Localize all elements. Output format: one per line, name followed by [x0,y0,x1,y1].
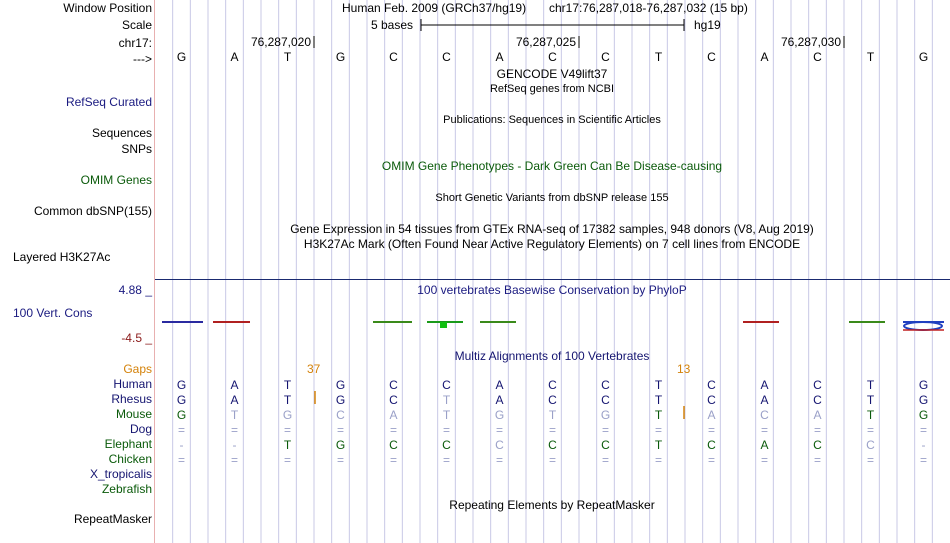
gap-count-right: 13 [677,362,691,376]
species-zebrafish-label[interactable]: Zebrafish [101,482,152,496]
sequence-base: T [283,50,292,64]
sequence-base: T [866,50,875,64]
coordinate-label: 76,287,030 [780,35,841,49]
dbsnp-track-label[interactable]: Common dbSNP(155) [33,204,152,218]
alignment-base-dog: = [866,423,875,437]
alignment-base-elephant: C [707,438,716,452]
sequence-base: T [654,50,663,64]
coordinate-label: 76,287,025 [515,35,576,49]
alignment-base-rhesus: A [230,393,239,407]
species-mouse-label[interactable]: Mouse [115,407,152,421]
scale-bar-text: 5 bases [371,18,414,32]
sequence-base: C [548,50,557,64]
chrom-label[interactable]: chr17: [118,36,152,50]
species-human-label[interactable]: Human [113,377,152,391]
alignment-base-elephant: C [813,438,822,452]
h3k27ac-track-desc: H3K27Ac Mark (Often Found Near Active Regulatory Elements) on 7 cell lines from ENCODE [303,237,801,251]
alignment-base-elephant: T [654,438,663,452]
species-rhesus-label[interactable]: Rhesus [111,392,152,406]
alignment-base-mouse: G [282,408,293,422]
alignment-base-dog: = [389,423,398,437]
alignment-base-rhesus: C [548,393,557,407]
omim-track-desc: OMIM Gene Phenotypes - Dark Green Can Be Disease-causing [381,159,723,173]
alignment-base-chicken: = [654,453,663,467]
alignment-base-elephant: C [548,438,557,452]
alignment-base-rhesus: T [283,393,292,407]
alignment-base-rhesus: G [176,393,187,407]
alignment-base-mouse: G [176,408,187,422]
alignment-base-elephant: - [921,438,926,452]
alignment-base-elephant: C [601,438,610,452]
window-position-label[interactable]: Window Position [63,1,152,15]
alignment-base-dog: = [654,423,663,437]
alignment-base-mouse: C [760,408,769,422]
gap-count-left: 37 [307,362,321,376]
alignment-base-rhesus: C [601,393,610,407]
alignment-base-chicken: = [177,453,186,467]
alignment-base-elephant: - [232,438,237,452]
alignment-base-mouse: T [442,408,451,422]
cons-min-label: -4.5 _ [121,331,152,345]
alignment-base-human: T [283,378,292,392]
alignment-base-elephant: C [866,438,875,452]
alignment-base-chicken: = [336,453,345,467]
publications-track-desc: Publications: Sequences in Scientific Articles [443,114,661,126]
alignment-base-dog: = [813,423,822,437]
snps-track-label[interactable]: SNPs [121,142,152,156]
alignment-base-chicken: = [230,453,239,467]
alignment-base-rhesus: C [707,393,716,407]
alignment-base-chicken: = [495,453,504,467]
alignment-base-human: T [654,378,663,392]
alignment-base-rhesus: C [389,393,398,407]
alignment-base-dog: = [283,423,292,437]
alignment-base-mouse: A [389,408,398,422]
sequence-base: A [495,50,504,64]
alignment-base-rhesus: A [495,393,504,407]
repeatmasker-track-desc: Repeating Elements by RepeatMasker [449,498,655,512]
alignment-base-chicken: = [760,453,769,467]
alignment-base-mouse: T [548,408,557,422]
alignment-base-dog: = [548,423,557,437]
alignment-base-dog: = [919,423,928,437]
repeatmasker-track-label[interactable]: RepeatMasker [73,512,152,526]
alignment-base-elephant: C [442,438,451,452]
alignment-base-dog: = [230,423,239,437]
alignment-base-chicken: = [813,453,822,467]
alignment-base-rhesus: T [866,393,875,407]
scale-label[interactable]: Scale [121,18,152,32]
sequence-base: C [601,50,610,64]
alignment-base-chicken: = [442,453,451,467]
alignment-base-mouse: G [918,408,929,422]
alignment-base-elephant: C [389,438,398,452]
alignment-base-dog: = [336,423,345,437]
alignment-base-dog: = [495,423,504,437]
alignment-base-human: C [548,378,557,392]
sequence-base: A [230,50,239,64]
alignment-base-human: C [389,378,398,392]
alignment-base-mouse: T [866,408,875,422]
alignment-base-dog: = [601,423,610,437]
alignment-base-dog: = [707,423,716,437]
alignment-base-chicken: = [919,453,928,467]
sequence-base: G [176,50,187,64]
alignment-base-rhesus: T [654,393,663,407]
alignment-base-rhesus: G [335,393,346,407]
alignment-base-mouse: A [813,408,822,422]
sequences-track-label[interactable]: Sequences [91,126,152,140]
alignment-base-dog: = [177,423,186,437]
alignment-base-elephant: T [283,438,292,452]
alignment-base-mouse: G [600,408,611,422]
gaps-label: Gaps [123,362,152,376]
species-dog-label[interactable]: Dog [129,422,152,436]
alignment-base-mouse: T [230,408,239,422]
strand-label[interactable]: ---> [133,52,152,66]
sequence-base: A [760,50,769,64]
alignment-base-elephant: C [495,438,504,452]
alignment-base-rhesus: T [442,393,451,407]
cons-track-label[interactable]: 100 Vert. Cons [13,306,93,320]
species-chicken-label[interactable]: Chicken [108,452,152,466]
cons-max-label: 4.88 _ [118,283,152,297]
alignment-base-elephant: - [179,438,184,452]
alignment-base-human: A [495,378,504,392]
alignment-base-mouse: A [707,408,716,422]
phylop-track-desc: 100 vertebrates Basewise Conservation by PhyloP [417,283,687,297]
alignment-base-mouse: T [654,408,663,422]
alignment-base-chicken: = [707,453,716,467]
gencode-track-title[interactable]: GENCODE V49lift37 [496,67,608,81]
alignment-base-elephant: A [760,438,769,452]
alignment-base-mouse: C [336,408,345,422]
alignment-base-human: C [707,378,716,392]
alignment-base-rhesus: C [813,393,822,407]
window-position-value[interactable]: chr17:76,287,018-76,287,032 (15 bp) [549,1,748,15]
alignment-base-human: G [335,378,346,392]
gtex-track-desc: Gene Expression in 54 tissues from GTEx RNA-seq of 17382 samples, 948 donors (V8, Aug 2019) [290,222,814,236]
coordinate-label: 76,287,020 [250,35,311,49]
h3k27ac-track-label[interactable]: Layered H3K27Ac [13,250,111,264]
refseq-track-desc: RefSeq genes from NCBI [489,83,615,95]
alignment-base-mouse: G [494,408,505,422]
assembly-title: Human Feb. 2009 (GRCh37/hg19) [342,1,527,15]
omim-track-label[interactable]: OMIM Genes [80,173,152,187]
refseq-track-label[interactable]: RefSeq Curated [65,95,152,109]
alignment-base-dog: = [442,423,451,437]
sequence-base: G [335,50,346,64]
alignment-base-rhesus: A [760,393,769,407]
alignment-base-human: T [866,378,875,392]
alignment-base-chicken: = [389,453,398,467]
alignment-base-chicken: = [601,453,610,467]
alignment-base-rhesus: G [918,393,929,407]
alignment-base-human: C [442,378,451,392]
alignment-base-human: G [918,378,929,392]
alignment-base-chicken: = [866,453,875,467]
alignment-base-chicken: = [283,453,292,467]
sequence-base: C [442,50,451,64]
sequence-base: C [389,50,398,64]
multiz-track-desc: Multiz Alignments of 100 Vertebrates [454,349,650,363]
alignment-base-human: A [230,378,239,392]
alignment-base-human: C [813,378,822,392]
species-xtropicalis-label[interactable]: X_tropicalis [89,467,152,481]
alignment-base-human: C [601,378,610,392]
alignment-base-elephant: G [335,438,346,452]
scale-db-text: hg19 [694,18,721,32]
alignment-base-chicken: = [548,453,557,467]
species-elephant-label[interactable]: Elephant [104,437,152,451]
alignment-base-human: G [176,378,187,392]
sequence-base: G [918,50,929,64]
alignment-base-dog: = [760,423,769,437]
alignment-base-human: A [760,378,769,392]
sequence-base: C [813,50,822,64]
sequence-base: C [707,50,716,64]
dbsnp-track-desc: Short Genetic Variants from dbSNP release 155 [435,192,669,204]
